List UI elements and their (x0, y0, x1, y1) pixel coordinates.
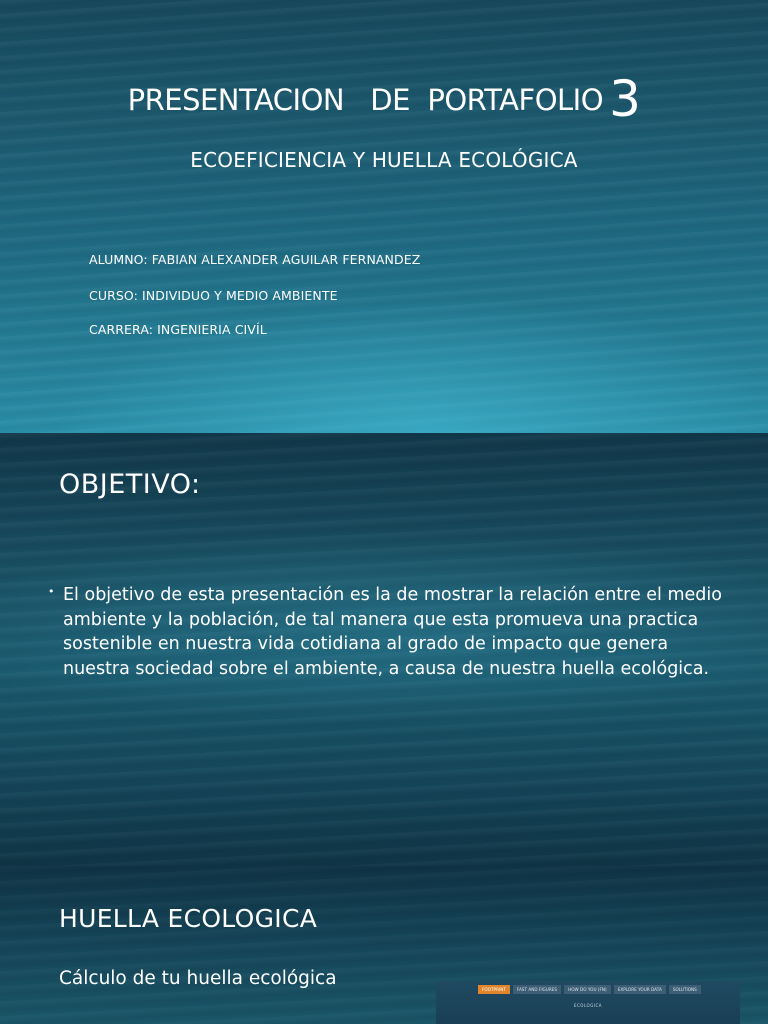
slide-footprint (0, 866, 768, 1024)
presentation-subtitle: ECOEFICIENCIA Y HUELLA ECOLÓGICA (190, 148, 578, 172)
objective-heading: OBJETIVO: (59, 469, 201, 500)
course-name: CURSO: INDIVIDUO Y MEDIO AMBIENTE (89, 288, 338, 303)
objective-text: El objetivo de esta presentación es la de mostrar la relación entre el medio ambiente y la población, de tal manera que esta promueva una practica sostenible en nuestra vida cotidiana al grado de impacto que genera nuestra sociedad sobre el ambiente, a causa de nuestra huella ecológica. (63, 585, 722, 679)
bullet-marker: • (48, 585, 55, 598)
presentation-title-text: PRESENTACION DE PORTAFOLIO (127, 83, 604, 117)
screenshot-logo: ECOLOGICA (573, 1003, 602, 1008)
presentation-title-number: 3 (609, 70, 641, 128)
footprint-subheading: Cálculo de tu huella ecológica (59, 968, 337, 989)
presentation-title (0, 70, 768, 128)
screenshot-nav-item: FAST AND FIGURES (513, 985, 561, 994)
website-screenshot (436, 981, 740, 1024)
student-name: ALUMNO: FABIAN ALEXANDER AGUILAR FERNANDEZ (89, 252, 421, 267)
slide-objective (0, 433, 768, 866)
screenshot-nav-item: EXPLORE YOUR DATA (614, 985, 666, 994)
screenshot-nav-item: SOLUTIONS (669, 985, 701, 994)
career-name: CARRERA: INGENIERIA CIVÍL (89, 322, 267, 337)
footprint-heading: HUELLA ECOLOGICA (59, 904, 318, 933)
slide-title (0, 0, 768, 433)
screenshot-nav-item: FOOTPRINT (478, 985, 510, 994)
screenshot-nav (478, 985, 701, 994)
screenshot-nav-item: HOW DO YOU (FN) (564, 985, 611, 994)
